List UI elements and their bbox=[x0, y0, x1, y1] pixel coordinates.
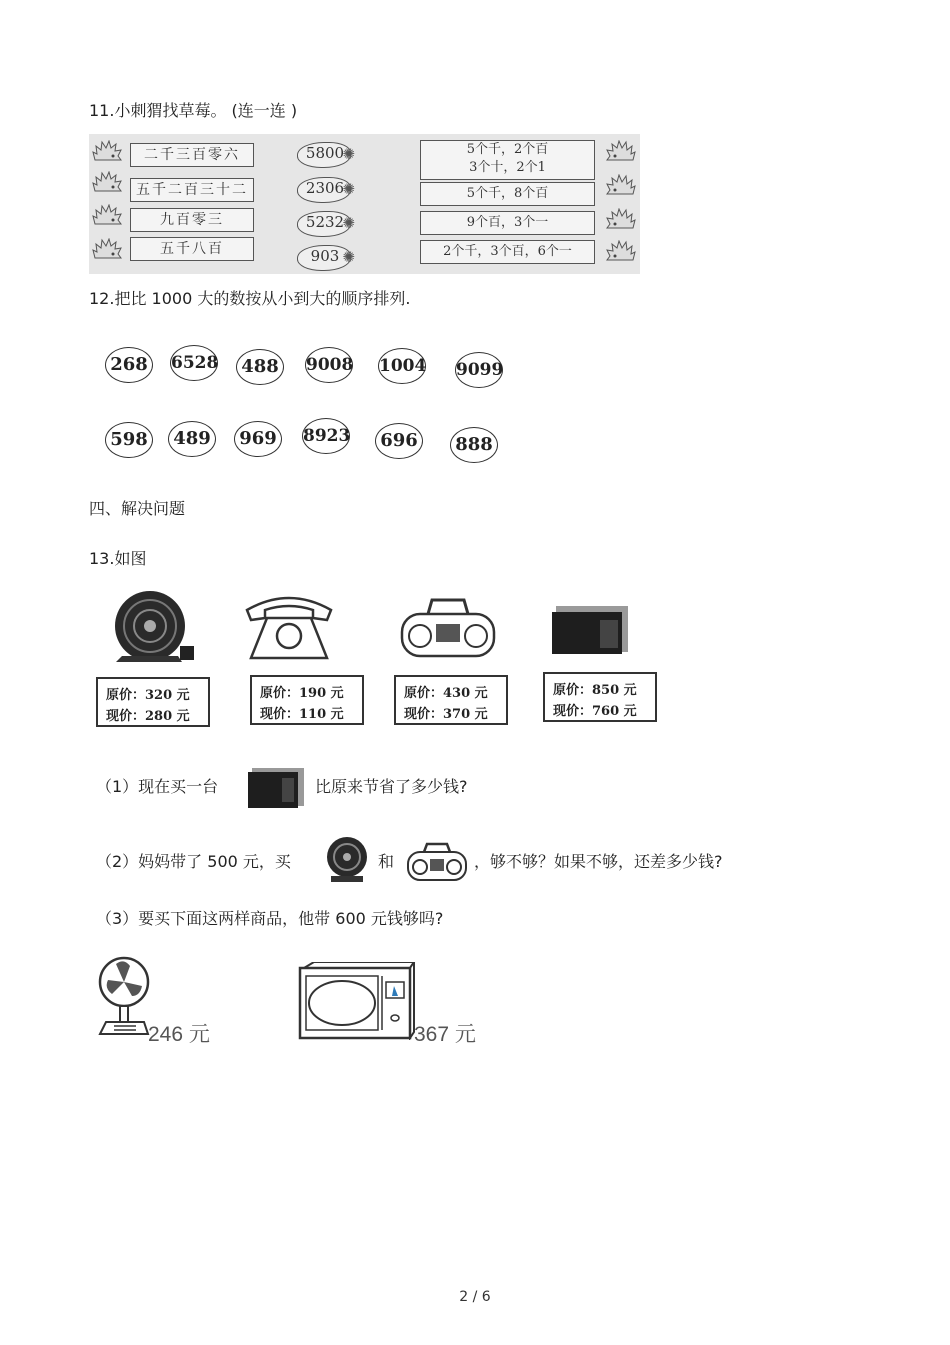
q11-title: 11.小刺猬找草莓。 (连一连 ) bbox=[89, 101, 298, 120]
hedgehog-icon bbox=[91, 140, 123, 166]
microwave-price: 367 元 bbox=[414, 1023, 476, 1046]
chinese-number-box: 二千三百零六 bbox=[130, 143, 254, 167]
number-oval: 8923 bbox=[302, 418, 350, 454]
fan-icon bbox=[96, 954, 150, 1042]
price-box: 原价：850 元 现价：760 元 bbox=[543, 672, 657, 722]
chinese-number-box: 五千二百三十二 bbox=[130, 178, 254, 202]
tv-icon bbox=[552, 598, 636, 656]
q13-sub1-text-2: 比原来节省了多少钱? bbox=[315, 777, 468, 796]
tv-icon bbox=[248, 766, 306, 808]
q13-sub2-text: （2）妈妈带了 500 元，买 bbox=[96, 852, 291, 871]
price-box: 原价：190 元 现价：110 元 bbox=[250, 675, 364, 725]
hedgehog-icon bbox=[605, 140, 637, 166]
chinese-number-box: 九百零三 bbox=[130, 208, 254, 232]
strawberry-number: ✺ 5800 bbox=[297, 142, 357, 168]
q13-title: 13.如图 bbox=[89, 549, 147, 568]
number-oval: 268 bbox=[105, 347, 153, 383]
telephone-icon bbox=[243, 592, 335, 662]
radio-icon bbox=[398, 598, 498, 662]
number-oval: 598 bbox=[105, 422, 153, 458]
matching-panel bbox=[89, 134, 640, 274]
fan-price: 246 元 bbox=[148, 1023, 210, 1046]
number-oval: 488 bbox=[236, 349, 284, 385]
section-title: 四、解决问题 bbox=[89, 499, 186, 518]
number-oval: 6528 bbox=[170, 345, 218, 381]
number-oval: 1004 bbox=[378, 348, 426, 384]
hedgehog-icon bbox=[91, 238, 123, 264]
hedgehog-icon bbox=[91, 171, 123, 197]
q12-title: 12.把比 1000 大的数按从小到大的顺序排列. bbox=[89, 289, 411, 308]
number-oval: 969 bbox=[234, 421, 282, 457]
q13-sub2-text-2: 和 bbox=[378, 852, 395, 871]
q13-sub3-text: （3）要买下面这两样商品，他带 600 元钱够吗? bbox=[96, 909, 444, 928]
number-oval: 696 bbox=[375, 423, 423, 459]
place-value-box: 2个千，3个百，6个一 bbox=[420, 240, 595, 264]
number-oval: 489 bbox=[168, 421, 216, 457]
chinese-number-box: 五千八百 bbox=[130, 237, 254, 261]
strawberry-number: ✺ 2306 bbox=[297, 177, 357, 203]
number-oval: 9099 bbox=[455, 352, 503, 388]
page-number: 2 / 6 bbox=[459, 1289, 491, 1305]
hedgehog-icon bbox=[91, 204, 123, 230]
number-oval: 888 bbox=[450, 427, 498, 463]
heater-icon bbox=[102, 588, 197, 666]
hedgehog-icon bbox=[605, 240, 637, 266]
microwave-icon bbox=[298, 962, 416, 1040]
strawberry-number: ✺ 5232 bbox=[297, 211, 357, 237]
place-value-box: 9个百，3个一 bbox=[420, 211, 595, 235]
strawberry-number: ✺ 903 bbox=[297, 245, 357, 271]
hedgehog-icon bbox=[605, 208, 637, 234]
q13-sub1-text: （1）现在买一台 bbox=[96, 777, 219, 796]
place-value-box: 5个千，2个百 3个十，2个1 bbox=[420, 140, 595, 180]
number-oval: 9008 bbox=[305, 347, 353, 383]
hedgehog-icon bbox=[605, 174, 637, 200]
place-value-box: 5个千，8个百 bbox=[420, 182, 595, 206]
heater-icon bbox=[325, 836, 369, 884]
radio-icon bbox=[406, 842, 468, 882]
price-box: 原价：320 元 现价：280 元 bbox=[96, 677, 210, 727]
price-box: 原价：430 元 现价：370 元 bbox=[394, 675, 508, 725]
q13-sub2-text-3: ，够不够？如果不够，还差多少钱? bbox=[474, 852, 723, 871]
